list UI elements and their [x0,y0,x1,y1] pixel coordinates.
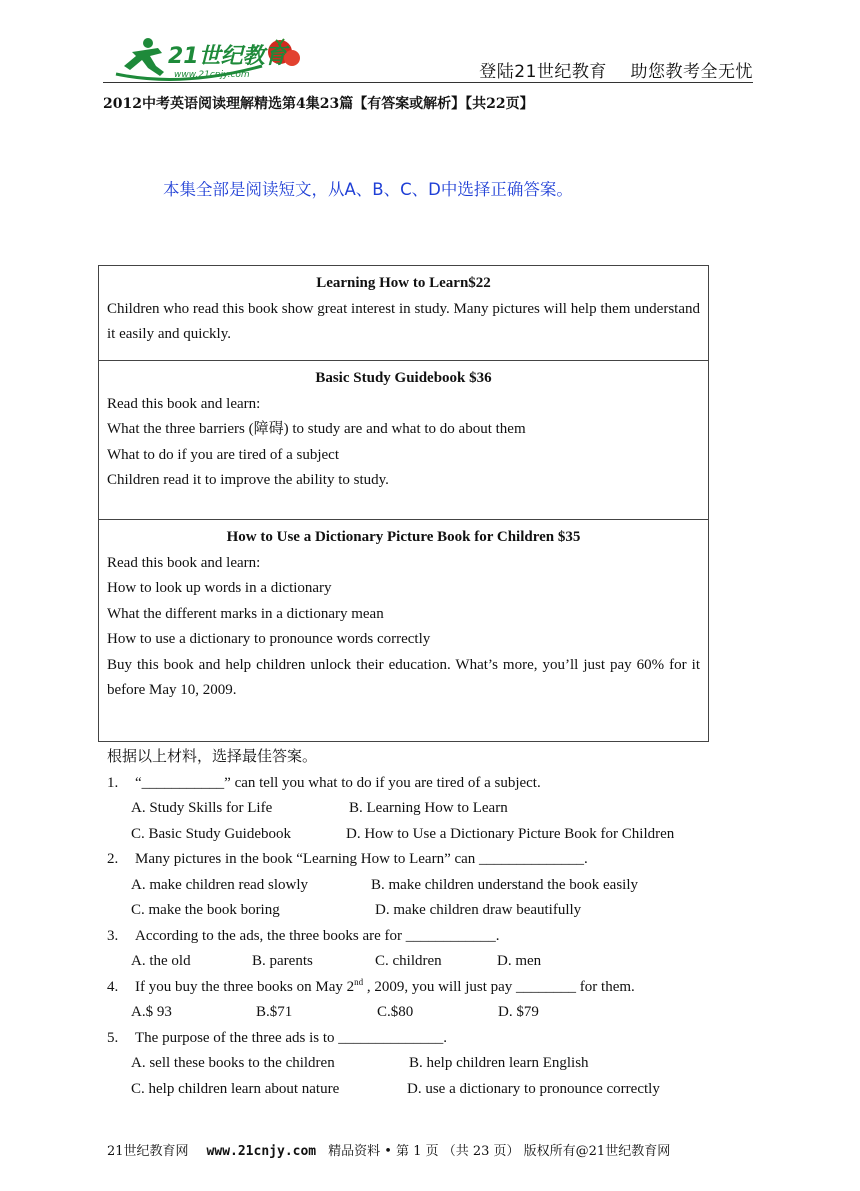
footer-left: 21世纪教育网 [107,1144,189,1159]
question-number: 4. [107,978,119,995]
question-text: According to the ads, the three books are for ____________. [135,927,500,944]
question-text [135,975,635,1001]
header-slogan: 登陆21世纪教育 助您教考全无忧 [479,62,753,82]
question-text: The purpose of the three ads is to ______________. [135,1029,448,1046]
option-b: B. make children understand the book easily [371,876,639,893]
ad-title: How to Use a Dictionary Picture Book for Children $35 [226,529,581,545]
questions-section [107,745,747,1102]
option-d: D. make children draw beautifully [375,902,582,918]
option-b: B.$71 [256,1004,293,1020]
instruction-text: 本集全部是阅读短文，从A、B、C、D中选择正确答案。 [163,180,573,199]
option-a: A. Study Skills for Life [131,800,273,816]
ad-cell-learning-how-to-learn [99,266,708,361]
question-text-part: , 2009, you will just pay ________ for them. [363,978,635,995]
ad-line: How to use a dictionary to pronounce words correctly [107,631,431,647]
ad-line: Children read it to improve the ability to study. [107,472,389,488]
question-number: 3. [107,927,119,944]
options-row [107,949,747,975]
options-row [107,822,747,848]
site-logo [112,36,302,82]
ad-line: Read this book and learn: [107,395,261,412]
ad-cell-basic-study-guidebook [99,361,708,520]
ad-line: Read this book and learn: [107,554,261,571]
option-d: D. use a dictionary to pronounce correctly [407,1080,660,1097]
ad-title: Learning How to Learn$22 [316,275,491,291]
option-d: D. men [497,953,542,969]
footer-right: 精品资料 • 第 1 页 （共 23 页） 版权所有@21世纪教育网 [328,1144,671,1159]
question-5 [107,1026,747,1052]
option-d: D. $79 [498,1004,539,1020]
question-2 [107,847,747,873]
options-row [107,1000,747,1026]
questions-intro: 根据以上材料，选择最佳答案。 [107,749,318,765]
question-number: 2. [107,851,119,867]
question-1 [107,771,747,797]
option-a: A. sell these books to the children [131,1055,335,1071]
option-c: C. make the book boring [131,902,280,918]
question-3 [107,924,747,950]
option-b: B. help children learn English [409,1055,589,1071]
options-row [107,796,747,822]
options-row [107,1077,747,1103]
option-b: B. parents [252,953,313,969]
document-title: 2012中考英语阅读理解精选第4集23篇【有答案或解析】【共22页】 [103,96,534,112]
option-a: A.$ 93 [131,1004,172,1020]
question-number: 5. [107,1029,119,1046]
option-a: A. the old [131,953,191,969]
option-c: C. help children learn about nature [131,1080,340,1097]
question-4 [107,975,747,1001]
ad-line: What the different marks in a dictionary mean [107,605,384,622]
option-b: B. Learning How to Learn [349,800,508,816]
options-row [107,873,747,899]
question-number: 1. [107,774,119,791]
options-row [107,898,747,924]
question-text: Many pictures in the book “Learning How to Learn” can ______________. [135,851,588,867]
option-d: D. How to Use a Dictionary Picture Book for Children [346,825,675,842]
footer-site-link[interactable]: www.21cnjy.com [206,1144,317,1159]
ad-line: Children who read this book show great interest in study. Many pictures will help them understand it easily and quickly. [107,300,700,342]
page-footer [107,1140,670,1159]
ads-table [98,265,709,742]
ad-line: How to look up words in a dictionary [107,580,332,596]
ordinal-suffix: nd [354,976,364,987]
ad-line: What to do if you are tired of a subject [107,446,340,463]
logo-text: 21世纪教育 [168,44,287,69]
options-row [107,1051,747,1077]
option-c: C.$80 [377,1004,414,1020]
ad-title: Basic Study Guidebook $36 [315,370,492,386]
question-text: “___________” can tell you what to do if you are tired of a subject. [135,774,541,791]
option-c: C. Basic Study Guidebook [131,825,291,842]
ad-line: Buy this book and help children unlock their education. What’s more, you’ll just pay 60% for it before May 10, 2009. [107,656,700,698]
option-c: C. children [375,953,442,969]
ad-cell-dictionary-picture-book [99,520,708,741]
ad-line: What the three barriers (障碍) to study are and what to do about them [107,421,526,437]
header-divider [103,82,753,83]
option-a: A. make children read slowly [131,876,309,893]
logo-url: www.21cnjy.com [174,70,250,80]
question-text-part: If you buy the three books on May 2 [135,978,355,995]
